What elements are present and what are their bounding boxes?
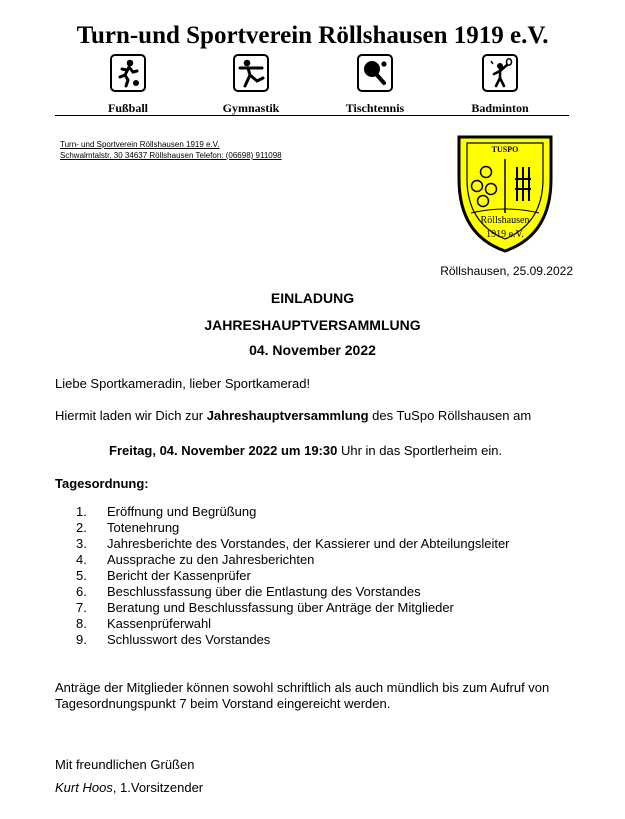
sport-label: Tischtennis	[345, 101, 405, 115]
sport-label: Gymnastik	[222, 101, 280, 115]
club-title: Turn-und Sportverein Röllshausen 1919 e.V.	[76, 22, 549, 49]
sport-gymnastics	[196, 54, 306, 116]
club-crest-logo	[455, 127, 555, 255]
sport-table-tennis	[320, 54, 430, 116]
meeting-time-bold: Freitag, 04. November 2022 um 19:30	[109, 443, 338, 458]
sport-football	[73, 54, 183, 116]
signer-title: , 1.Vorsitzender	[112, 780, 204, 795]
table-tennis-icon	[357, 54, 393, 92]
crest-year: 1919 e.V.	[486, 229, 524, 240]
intro-text: Hiermit laden wir Dich zur	[55, 408, 207, 423]
intro-text-end: des TuSpo Röllshausen am	[368, 408, 532, 423]
sender-line-2: Schwalmtalstr. 30 34637 Röllshausen Telefon: (06698) 911098	[60, 151, 282, 160]
closing: Mit freundlichen Grüßen	[55, 757, 195, 772]
date-line: Röllshausen, 25.09.2022	[440, 264, 573, 278]
heading-meeting: JAHRESHAUPTVERSAMMLUNG	[204, 317, 421, 333]
signature	[55, 780, 203, 795]
motions-note: Anträge der Mitglieder können sowohl schriftlich als auch mündlich bis zum Aufruf von Tagesordnungspunkt 7 beim Vorstand eingereicht werden.	[55, 680, 550, 711]
sport-label: Fußball	[107, 101, 149, 115]
meeting-time-text: Uhr in das Sportlerheim ein.	[337, 443, 503, 458]
header-divider	[55, 115, 569, 116]
intro-bold: Jahreshauptversammlung	[206, 408, 369, 423]
signer-name: Kurt Hoos	[55, 780, 113, 795]
sport-badminton	[445, 54, 555, 116]
meeting-time	[109, 443, 502, 458]
sender-line-1: Turn- und Sportverein Röllshausen 1919 e.V.	[60, 140, 220, 149]
salutation: Liebe Sportkameradin, lieber Sportkamerad!	[55, 376, 311, 391]
heading-einladung: EINLADUNG	[270, 290, 355, 306]
crest-top-text: TUSPO	[491, 145, 519, 154]
agenda-title: Tagesordnung:	[55, 476, 149, 491]
football-player-icon	[110, 54, 146, 92]
gymnastics-icon	[233, 54, 269, 92]
crest-name: Röllshausen	[480, 215, 530, 226]
intro-paragraph	[55, 408, 531, 423]
sport-label: Badminton	[471, 101, 529, 115]
heading-date: 04. November 2022	[249, 342, 376, 358]
badminton-icon	[482, 54, 518, 92]
